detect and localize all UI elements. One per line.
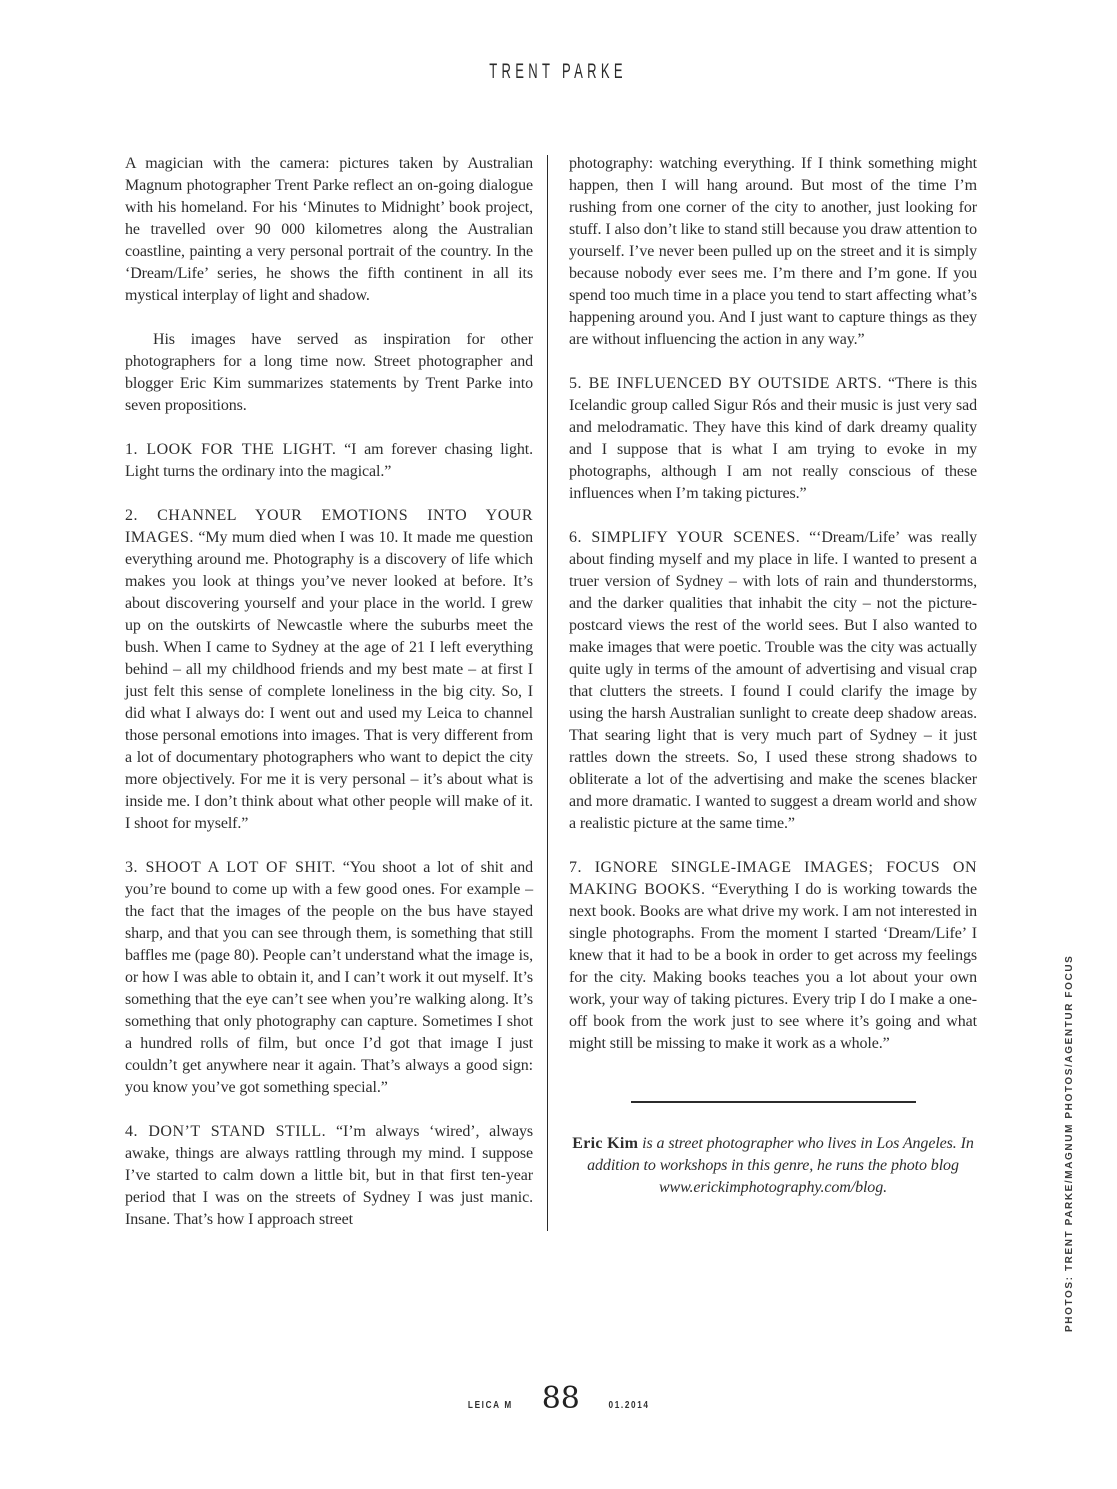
- section-2: [125, 505, 533, 835]
- bio-author-name: Eric Kim: [572, 1135, 639, 1152]
- section-6-body: “‘Dream/Life’ was really about finding myself and my place in life. I wanted to present a truer version of Sydney – with lots of rain and thunderstorms, and the darker qualities that inhabit the city – not the picture-postcard views the rest of the world sees. But I also wanted to make images that were poetic. Trouble was the city was actually quite ugly in terms of the amount of advertising and visual crap that clutters the streets. I found I could clarify the image by using the harsh Australian sunlight to create deep shadow areas. That searing light that is very much part of Sydney – it just rattles down the streets. So, I used these strong shadows to obliterate a lot of the advertising and make the scenes blacker and more dramatic. I wanted to suggest a dream world and show a realistic picture at the same time.”: [569, 529, 977, 832]
- section-4-continuation: photography: watching everything. If I think something might happen, then I will hang around. But most of the time I’m rushing from one corner of the city to another, just looking for stuff. I also don’t like to stand still because you draw attention to yourself. I’ve never been pulled up on the street and it is simply because nobody ever sees me. I’m there and I’m gone. If you spend too much time in a place you tend to start affecting what’s happening around you. And I just want to capture things as they are without influencing the action in any way.”: [569, 155, 977, 348]
- bio-text: is a street photographer who lives in Los Angeles. In addition to workshops in this genre, he runs the photo blog www.erickimphotography.com/blog.: [587, 1135, 974, 1196]
- left-column: [125, 153, 533, 1231]
- column-divider: [547, 155, 548, 1231]
- intro-paragraph-2: His images have served as inspiration for other photographers for a long time now. Street photographer and blogger Eric Kim summarizes statements by Trent Parke into seven propositions.: [125, 331, 533, 414]
- section-5-body: “There is this Icelandic group called Sigur Rós and their music is just very sad and melodramatic. They have this kind of dark dreamy quality and I suppose that is what I am trying to evoke in my photographs, although I am not really conscious of these influences when I’m taking pictures.”: [569, 375, 977, 502]
- issue-date: 01.2014: [608, 1400, 650, 1411]
- section-3-head: 3. SHOOT A LOT OF SHIT.: [125, 859, 336, 876]
- section-7-body: “Everything I do is working towards the next book. Books are what drive my work. I am not interested in single photographs. From the moment I started ‘Dream/Life’ I knew that it had to be a book in order to get across my feelings for the city. Making books teaches you a lot about your own work, your way of taking pictures. Every trip I do I make a one-off book from the work just to see where it’s going and what might still be missing to make it work as a whole.”: [569, 881, 977, 1052]
- page-footer: [0, 1381, 1117, 1416]
- section-3: [125, 857, 533, 1099]
- section-4-head: 4. DON’T STAND STILL.: [125, 1123, 327, 1140]
- section-1-body: “I am forever chasing light. Light turns the ordinary into the magical.”: [125, 441, 533, 480]
- section-1-head: 1. LOOK FOR THE LIGHT.: [125, 441, 337, 458]
- article-body: [125, 153, 978, 1231]
- section-4: [125, 1121, 533, 1231]
- section-2-body: “My mum died when I was 10. It made me question everything around me. Photography is a discovery of life which makes you look at things you’ve never looked at before. It’s about discovering yourself and your place in the world. I grew up on the outskirts of Newcastle where the suburbs meet the bush. When I came to Sydney at the age of 21 I left everything behind – all my childhood friends and my best mate – at first I just felt this sense of complete loneliness in the big city. So, I did what I always do: I went out and used my Leica to channel those personal emotions into images. That is very different from a lot of documentary photographers who want to depict the city more objectively. For me it is very personal – it’s about what is inside me. I don’t think about what other people will make of it. I shoot for myself.”: [125, 529, 534, 832]
- section-7: [569, 857, 977, 1055]
- section-2-head: 2. CHANNEL YOUR EMOTIONS INTO YOUR IMAGES.: [125, 507, 533, 546]
- section-1: [125, 439, 533, 483]
- section-4-body: “I’m always ‘wired’, always awake, things are always rattling through my mind. I suppose I’ve started to calm down a little bit, but in that first ten-year period that I was on the streets of Sydney I was just manic. Insane. That’s how I approach street: [125, 1123, 534, 1228]
- intro-paragraph: A magician with the camera: pictures taken by Australian Magnum photographer Trent Parke reflect an on-going dialogue with his homeland. For his ‘Minutes to Midnight’ book project, he travelled over 90 000 kilometres along the Australian coastline, painting a very personal portrait of the country. In the ‘Dream/Life’ series, he shows the fifth continent in all its mystical interplay of light and shadow.: [125, 155, 533, 304]
- bio-divider-rule: [631, 1101, 916, 1103]
- section-3-body: “You shoot a lot of shit and you’re bound to come up with a few good ones. For example – the fact that the images of the people on the bus have stayed sharp, and that you can see through them, is something that still baffles me (page 80). People can’t understand what the image is, or how I was able to obtain it, and I can’t work it out myself. It’s something that the eye can’t see when you’re walking along. It’s something that only photography can capture. Sometimes I shot a hundred rolls of film, but once I’d got that image I just couldn’t get anywhere near it again. That’s always a good sign: you know you’ve got something special.”: [125, 859, 533, 1096]
- photo-credit: PHOTOS: TRENT PARKE/MAGNUM PHOTOS/AGENTUR FOCUS: [1064, 954, 1075, 1332]
- right-column: [569, 153, 977, 1231]
- masthead: [0, 60, 1117, 84]
- page-title: TRENT PARKE: [489, 60, 628, 83]
- section-5: [569, 373, 977, 505]
- section-6-head: 6. SIMPLIFY YOUR SCENES.: [569, 529, 801, 546]
- magazine-name: LEICA M: [467, 1400, 513, 1411]
- section-5-head: 5. BE INFLUENCED BY OUTSIDE ARTS.: [569, 375, 882, 392]
- author-bio: [569, 1133, 977, 1199]
- page-number: 88: [541, 1381, 580, 1416]
- section-6: [569, 527, 977, 835]
- section-7-head: 7. IGNORE SINGLE-IMAGE IMAGES; FOCUS ON MAKING BOOKS.: [569, 859, 977, 898]
